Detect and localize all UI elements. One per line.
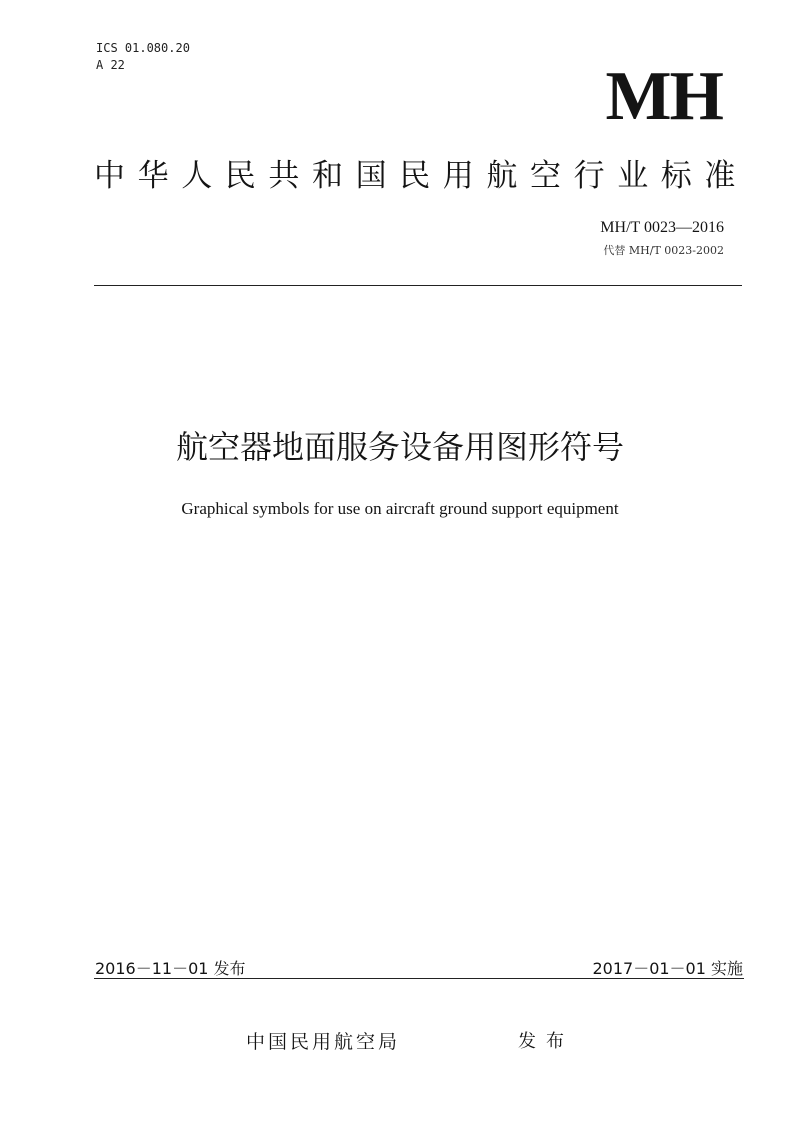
mh-logo: MH [605,58,722,135]
standard-category-title: 中华人民共和国民用航空行业标准 [94,158,748,194]
document-title-chinese: 航空器地面服务设备用图形符号 [175,428,624,466]
issue-date: 2016－11－01 发布 [95,959,246,978]
header-divider [94,285,742,286]
footer-divider [94,978,744,979]
implementation-date: 2017－01－01 实施 [592,959,743,978]
document-title-english: Graphical symbols for use on aircraft ground support equipment [181,499,619,518]
classification-code: A 22 [96,58,125,72]
ics-code: ICS 01.080.20 [96,41,190,55]
publisher-name: 中国民用航空局 [246,1031,401,1053]
replaces-standard: 代替 MH/T 0023-2002 [603,244,724,257]
ics-classification-block [96,40,190,74]
standard-number: MH/T 0023—2016 [600,219,724,236]
publish-label: 发布 [518,1031,574,1052]
